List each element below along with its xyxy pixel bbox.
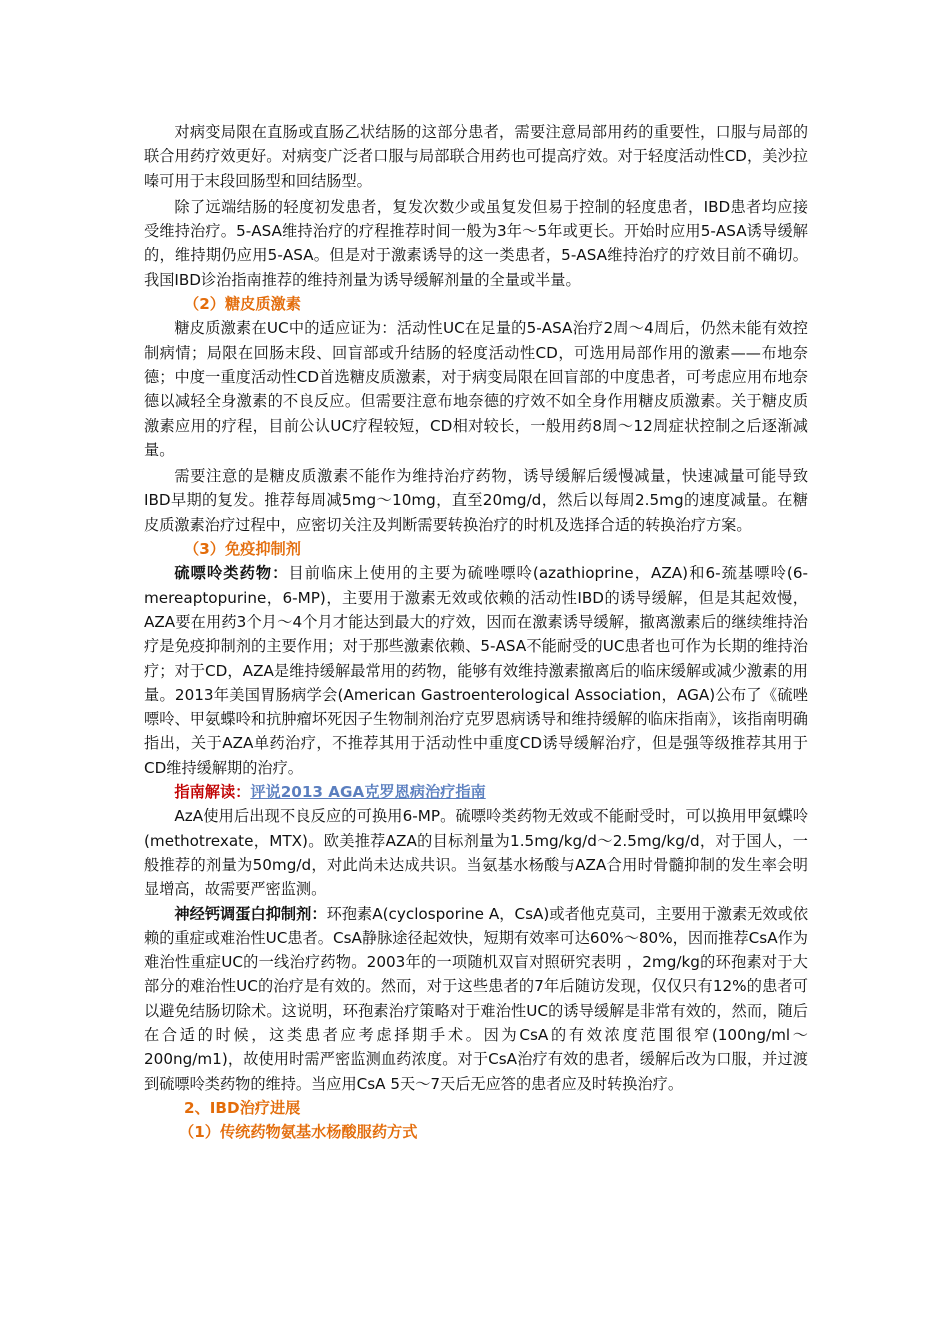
- paragraph-thiopurines: [144, 561, 808, 780]
- paragraph-calcineurin: [144, 902, 808, 1096]
- calcineurin-text: 环孢素A(cyclosporine A，CsA)或者他克莫司，主要用于激素无效或依赖的重症或难治性UC患者。CsA静脉途径起效快，短期有效率可达60%～80%，因而推荐CsA作为难治性重症UC的一线治疗药物。2003年的一项随机双盲对照研究表明 ，2mg/kg的环孢素对于大部分的难治性UC的治疗是有效的。然而，对于这些患者的7年后随访发现，仅仅只有12%的患者可以避免结肠切除术。这说明，环孢素治疗策略对于难治性UC的诱导缓解是非常有效的，然而，随后在合适的时候，这类患者应考虑择期手术。因为CsA的有效浓度范围很窄(100ng/ml～200ng/m1)，故使用时需严密监测血药浓度。对于CsA治疗有效的患者，缓解后改为口服，并过渡到硫嘌呤类药物的维持。当应用CsA 5天～7天后无应答的患者应及时转换治疗。: [144, 904, 809, 1093]
- paragraph-local-therapy: 对病变局限在直肠或直肠乙状结肠的这部分患者，需要注意局部用药的重要性，口服与局部的联合用药疗效更好。对病变广泛者口服与局部联合用药也可提高疗效。对于轻度活动性CD，美沙拉嗪可用于末段回肠型和回结肠型。: [144, 123, 808, 190]
- paragraph-maintenance: 除了远端结肠的轻度初发患者，复发次数少或虽复发但易于控制的轻度患者，IBD患者均应接受维持治疗。5-ASA维持治疗的疗程推荐时间一般为3年～5年或更长。开始时应用5-ASA诱导缓解的，维持期仍应用5-ASA。但是对于激素诱导的这一类患者，5-ASA维持治疗的疗效目前不确切。我国IBD诊治指南推荐的维持剂量为诱导缓解剂量的全量或半量。: [144, 197, 808, 289]
- heading-glucocorticoids: （2）糖皮质激素: [184, 295, 301, 314]
- heading-ibd-progress: 2、IBD治疗进展: [184, 1098, 301, 1117]
- thiopurines-text: 目前临床上使用的主要为硫唑嘌呤(azathioprine，AZA)和6-巯基嘌呤(6-mereaptopurine，6-MP)，主要用于激素无效或依赖的活动性IBD的诱导缓解，但是其起效慢，AZA要在用药3个月～4个月才能达到最大的疗效，因而在激素诱导缓解，撤离激素后的继续维持治疗是免疫抑制剂的主要作用；对于那些激素依赖、5-ASA不能耐受的UC患者也可作为长期的维持治疗；对于CD，AZA是维持缓解最常用的药物，能够有效维持激素撤离后的临床缓解或减少激素的用量。2013年美国胃肠病学会(American Gastroenterological Association，AGA)公布了《硫唑嘌呤、甲氨蝶呤和抗肿瘤坏死因子生物制剂治疗克罗恩病诱导和维持缓解的临床指南》，该指南明确指出，关于AZA单药治疗，不推荐其用于活动性中重度CD诱导缓解治疗，但是强等级推荐其用于CD维持缓解期的治疗。: [144, 564, 809, 777]
- document-page: [144, 120, 808, 1144]
- guide-link[interactable]: 评说2013 AGA克罗恩病治疗指南: [250, 783, 486, 802]
- paragraph-steroid-indications: 糖皮质激素在UC中的适应证为：活动性UC在足量的5-ASA治疗2周～4周后，仍然未能有效控制病情；局限在回肠末段、回盲部或升结肠的轻度活动性CD，可选用局部作用的激素——布地奈德；中度一重度活动性CD首选糖皮质激素，对于病变局限在回盲部的中度患者，可考虑应用布地奈德以减轻全身激素的不良反应。但需要注意布地奈德的疗效不如全身作用糖皮质激素。关于糖皮质激素应用的疗程，目前公认UC疗程较短，CD相对较长，一般用药8周～12周症状控制之后逐渐减量。: [144, 319, 808, 459]
- thiopurines-label: 硫嘌呤类药物：: [174, 564, 289, 583]
- paragraph-steroid-taper: 需要注意的是糖皮质激素不能作为维持治疗药物，诱导缓解后缓慢减量，快速减量可能导致IBD早期的复发。推荐每周减5mg～10mg，直至20mg/d，然后以每周2.5mg的速度减量。在糖皮质激素治疗过程中，应密切关注及判断需要转换治疗的时机及选择合适的转换治疗方案。: [144, 467, 808, 534]
- guide-label: 指南解读：: [174, 783, 251, 802]
- heading-traditional-drugs: （1）传统药物氨基水杨酸服药方式: [179, 1123, 418, 1142]
- calcineurin-label: 神经钙调蛋白抑制剂：: [174, 904, 327, 923]
- guide-interpretation-line: [144, 780, 808, 804]
- paragraph-aza-dosage: AzA使用后出现不良反应的可换用6-MP。硫嘌呤类药物无效或不能耐受时，可以换用甲氨蝶呤(methotrexate，MTX)。欧美推荐AZA的目标剂量为1.5mg/kg/d～2.5mg/kg/d，对于国人，一般推荐的剂量为50mg/d，对此尚未达成共识。当氨基水杨酸与AZA合用时骨髓抑制的发生率会明显增高，故需要严密监测。: [144, 807, 808, 899]
- heading-immunosuppressants: （3）免疫抑制剂: [184, 540, 301, 559]
